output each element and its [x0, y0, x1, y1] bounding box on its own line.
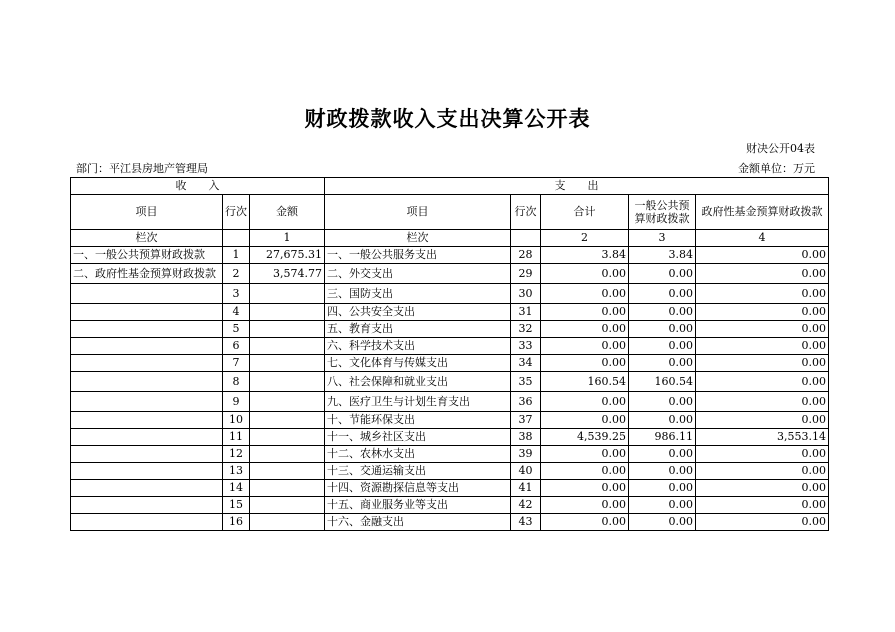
- income-row-no-header: 行次: [223, 195, 250, 230]
- income-item: [71, 338, 223, 355]
- income-amount: [250, 446, 325, 463]
- header-row-group: [71, 178, 829, 195]
- table-row: [71, 304, 829, 321]
- income-item-header: 项目: [71, 195, 223, 230]
- gov-fund-amount: 0.00: [696, 412, 829, 429]
- income-amount: 3,574.77: [250, 264, 325, 284]
- gov-fund-amount: 0.00: [696, 497, 829, 514]
- total-amount: 0.00: [541, 264, 629, 284]
- income-row-no: 6: [223, 338, 250, 355]
- expense-row-no: 35: [511, 372, 541, 392]
- income-item: [71, 480, 223, 497]
- gov-fund-amount: 0.00: [696, 480, 829, 497]
- expense-item: 十一、城乡社区支出: [325, 429, 511, 446]
- expense-row-no: 33: [511, 338, 541, 355]
- col-2: 2: [541, 230, 629, 247]
- income-amount: [250, 304, 325, 321]
- expense-item: 四、公共安全支出: [325, 304, 511, 321]
- page-title: 财政拨款收入支出决算公开表: [304, 106, 591, 131]
- unit-label: 金额单位：万元: [738, 162, 815, 175]
- expense-row-no: 40: [511, 463, 541, 480]
- gov-fund-amount: 0.00: [696, 264, 829, 284]
- expense-item: 六、科学技术支出: [325, 338, 511, 355]
- income-item: 二、政府性基金预算财政拨款: [71, 264, 223, 284]
- income-item: [71, 412, 223, 429]
- total-amount: 0.00: [541, 514, 629, 531]
- general-budget-amount: 0.00: [629, 463, 696, 480]
- expense-item: 十、节能环保支出: [325, 412, 511, 429]
- total-amount: 4,539.25: [541, 429, 629, 446]
- total-amount: 0.00: [541, 446, 629, 463]
- expense-row-no: 34: [511, 355, 541, 372]
- general-budget-amount: 0.00: [629, 514, 696, 531]
- income-amount: [250, 429, 325, 446]
- income-item: [71, 304, 223, 321]
- income-item: [71, 321, 223, 338]
- income-amount: [250, 480, 325, 497]
- expense-row-no: 37: [511, 412, 541, 429]
- empty-cell: [511, 230, 541, 247]
- table-row: [71, 514, 829, 531]
- general-budget-amount: 0.00: [629, 412, 696, 429]
- income-row-no: 8: [223, 372, 250, 392]
- expense-row-no: 41: [511, 480, 541, 497]
- gov-fund-amount: 0.00: [696, 355, 829, 372]
- table-row: [71, 284, 829, 304]
- total-amount: 0.00: [541, 284, 629, 304]
- total-header: 合计: [541, 195, 629, 230]
- income-row-no: 14: [223, 480, 250, 497]
- expense-item: 二、外交支出: [325, 264, 511, 284]
- income-row-no: 4: [223, 304, 250, 321]
- total-amount: 0.00: [541, 321, 629, 338]
- total-amount: 0.00: [541, 355, 629, 372]
- expense-item: 七、文化体育与传媒支出: [325, 355, 511, 372]
- general-budget-amount: 160.54: [629, 372, 696, 392]
- income-row-no: 11: [223, 429, 250, 446]
- total-amount: 160.54: [541, 372, 629, 392]
- expense-row-no: 31: [511, 304, 541, 321]
- income-amount: [250, 514, 325, 531]
- table-row: [71, 429, 829, 446]
- table-row: [71, 247, 829, 264]
- table-row: [71, 355, 829, 372]
- form-number: 财决公开04表: [746, 142, 815, 155]
- general-budget-amount: 0.00: [629, 264, 696, 284]
- expense-item: 五、教育支出: [325, 321, 511, 338]
- gov-fund-amount: 0.00: [696, 247, 829, 264]
- income-row-no: 9: [223, 392, 250, 412]
- income-header: 收 入: [71, 178, 325, 195]
- total-amount: 0.00: [541, 338, 629, 355]
- total-amount: 0.00: [541, 392, 629, 412]
- income-item: [71, 392, 223, 412]
- income-amount: [250, 338, 325, 355]
- table-row: [71, 392, 829, 412]
- general-budget-amount: 0.00: [629, 284, 696, 304]
- total-amount: 0.00: [541, 463, 629, 480]
- total-amount: 3.84: [541, 247, 629, 264]
- total-amount: 0.00: [541, 480, 629, 497]
- income-row-no: 13: [223, 463, 250, 480]
- total-amount: 0.00: [541, 412, 629, 429]
- table-row: [71, 372, 829, 392]
- income-amount: [250, 497, 325, 514]
- col-1: 1: [250, 230, 325, 247]
- expense-row-no: 43: [511, 514, 541, 531]
- col-4: 4: [696, 230, 829, 247]
- expense-row-no-header: 行次: [511, 195, 541, 230]
- table-row: [71, 321, 829, 338]
- expense-item: 十六、金融支出: [325, 514, 511, 531]
- expense-item: 十五、商业服务业等支出: [325, 497, 511, 514]
- expense-row-no: 30: [511, 284, 541, 304]
- general-budget-amount: 0.00: [629, 304, 696, 321]
- expense-item: 九、医疗卫生与计划生育支出: [325, 392, 511, 412]
- gov-fund-amount: 0.00: [696, 392, 829, 412]
- gov-fund-amount: 0.00: [696, 304, 829, 321]
- col-3: 3: [629, 230, 696, 247]
- general-budget-amount: 0.00: [629, 480, 696, 497]
- income-amount: [250, 355, 325, 372]
- income-row-no: 12: [223, 446, 250, 463]
- general-budget-amount: 0.00: [629, 446, 696, 463]
- expense-item: 八、社会保障和就业支出: [325, 372, 511, 392]
- income-row-no: 16: [223, 514, 250, 531]
- gov-fund-amount: 3,553.14: [696, 429, 829, 446]
- income-amount: [250, 412, 325, 429]
- gov-fund-amount: 0.00: [696, 321, 829, 338]
- expense-item-header: 项目: [325, 195, 511, 230]
- expense-row-no: 36: [511, 392, 541, 412]
- general-budget-amount: 0.00: [629, 497, 696, 514]
- general-budget-amount: 0.00: [629, 321, 696, 338]
- gov-fund-header: 政府性基金预算财政拨款: [696, 195, 829, 230]
- total-amount: 0.00: [541, 304, 629, 321]
- income-item: [71, 446, 223, 463]
- income-amount: [250, 463, 325, 480]
- table-row: [71, 338, 829, 355]
- expense-item: 三、国防支出: [325, 284, 511, 304]
- table-row: [71, 446, 829, 463]
- gov-fund-amount: 0.00: [696, 514, 829, 531]
- expense-row-no: 29: [511, 264, 541, 284]
- expense-row-no: 28: [511, 247, 541, 264]
- general-budget-amount: 0.00: [629, 392, 696, 412]
- gov-fund-amount: 0.00: [696, 284, 829, 304]
- income-item: 一、一般公共预算财政拨款: [71, 247, 223, 264]
- expense-row-no: 38: [511, 429, 541, 446]
- expense-row-no: 39: [511, 446, 541, 463]
- expense-header: 支 出: [325, 178, 829, 195]
- expense-item: 十二、农林水支出: [325, 446, 511, 463]
- general-budget-amount: 3.84: [629, 247, 696, 264]
- income-item: [71, 514, 223, 531]
- col-label: 栏次: [71, 230, 223, 247]
- expense-item: 一、一般公共服务支出: [325, 247, 511, 264]
- expense-item: 十四、资源勘探信息等支出: [325, 480, 511, 497]
- income-amount: [250, 284, 325, 304]
- table-row: [71, 480, 829, 497]
- column-number-row: [71, 230, 829, 247]
- income-row-no: 7: [223, 355, 250, 372]
- gov-fund-amount: 0.00: [696, 446, 829, 463]
- income-amount: 27,675.31: [250, 247, 325, 264]
- total-amount: 0.00: [541, 497, 629, 514]
- general-budget-amount: 986.11: [629, 429, 696, 446]
- income-row-no: 5: [223, 321, 250, 338]
- expense-item: 十三、交通运输支出: [325, 463, 511, 480]
- gov-fund-amount: 0.00: [696, 372, 829, 392]
- income-item: [71, 463, 223, 480]
- general-budget-header: 一般公共预算财政拨款: [629, 195, 696, 230]
- table-row: [71, 497, 829, 514]
- department-label: 部门：平江县房地产管理局: [76, 162, 208, 175]
- empty-cell: [223, 230, 250, 247]
- income-row-no: 3: [223, 284, 250, 304]
- table-row: [71, 412, 829, 429]
- income-row-no: 15: [223, 497, 250, 514]
- income-row-no: 10: [223, 412, 250, 429]
- gov-fund-amount: 0.00: [696, 463, 829, 480]
- income-amount: [250, 392, 325, 412]
- general-budget-amount: 0.00: [629, 355, 696, 372]
- finance-table: [70, 177, 829, 531]
- gov-fund-amount: 0.00: [696, 338, 829, 355]
- income-row-no: 1: [223, 247, 250, 264]
- table-row: [71, 463, 829, 480]
- exp-col-label: 栏次: [325, 230, 511, 247]
- header-row-columns: [71, 195, 829, 230]
- income-amount: [250, 321, 325, 338]
- income-item: [71, 372, 223, 392]
- income-amount-header: 金额: [250, 195, 325, 230]
- income-item: [71, 355, 223, 372]
- income-row-no: 2: [223, 264, 250, 284]
- table-row: [71, 264, 829, 284]
- general-budget-amount: 0.00: [629, 338, 696, 355]
- income-item: [71, 497, 223, 514]
- income-amount: [250, 372, 325, 392]
- expense-row-no: 42: [511, 497, 541, 514]
- income-item: [71, 429, 223, 446]
- expense-row-no: 32: [511, 321, 541, 338]
- income-item: [71, 284, 223, 304]
